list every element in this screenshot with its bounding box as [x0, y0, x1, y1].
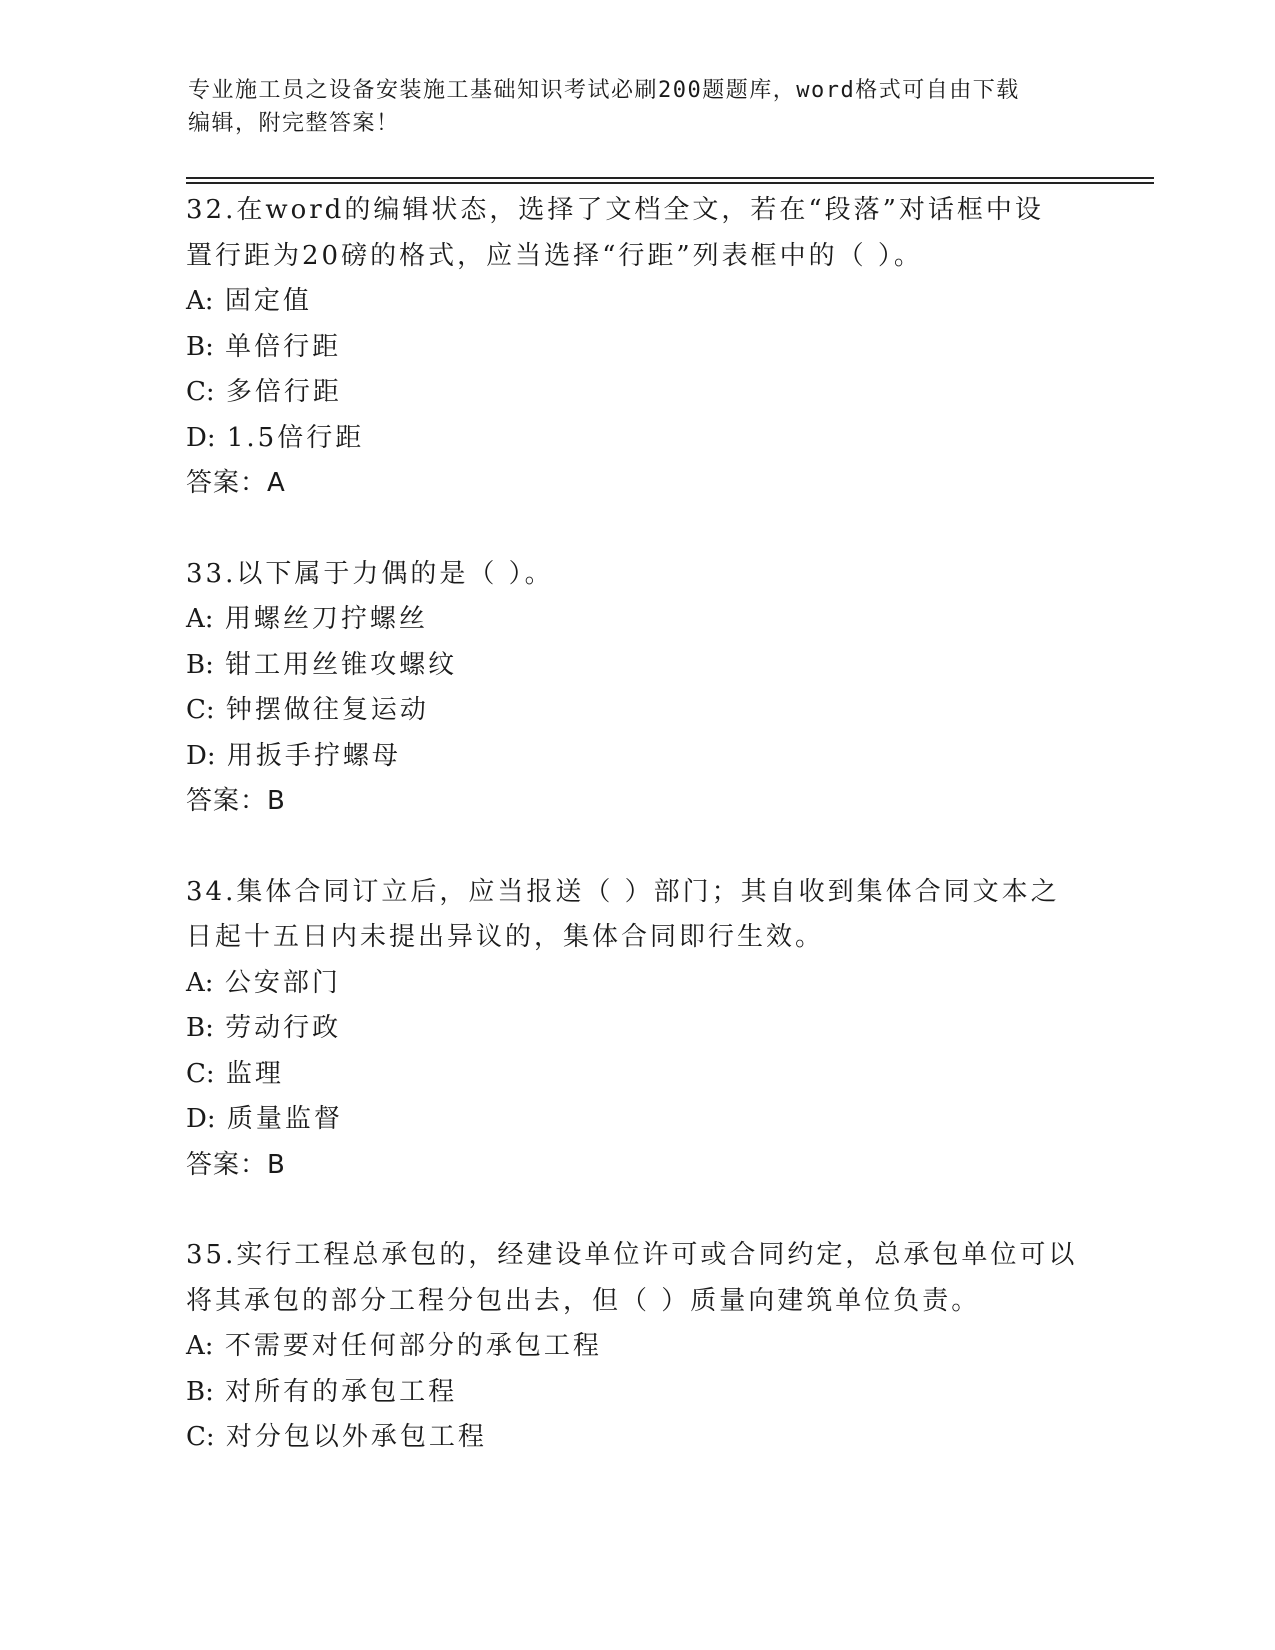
option-text: 质量监督 [226, 1104, 343, 1134]
option-label: B: [186, 1013, 214, 1043]
option-a [186, 279, 1086, 325]
option-d [186, 734, 1086, 780]
question-list [186, 188, 1086, 1506]
answer-line: 答案：A [186, 468, 286, 498]
option-label: C: [186, 1058, 215, 1089]
option-a [186, 597, 1086, 643]
option-text: 多倍行距 [225, 377, 342, 407]
question-32 [186, 188, 1086, 507]
option-b [186, 643, 1086, 689]
option-label: A: [186, 604, 214, 634]
option-a [186, 961, 1086, 1007]
option-label: D: [186, 1104, 216, 1134]
question-stem-line: 32.在word的编辑状态，选择了文档全文，若在“段落”对话框中设 [186, 195, 1044, 225]
header-line-2: 编辑，附完整答案！ [188, 111, 400, 136]
question-stem-line: 日起十五日内未提出异议的，集体合同即行生效。 [186, 922, 825, 952]
option-label: D: [186, 740, 216, 771]
option-text: 单倍行距 [225, 331, 342, 362]
option-d [186, 1097, 1086, 1143]
option-c [186, 370, 1086, 416]
option-label: B: [186, 1376, 214, 1407]
option-b [186, 325, 1086, 371]
option-a [186, 1324, 1086, 1370]
question-stem-line: 置行距为20磅的格式，应当选择“行距”列表框中的（ ）。 [186, 240, 923, 271]
option-text: 1.5倍行距 [226, 422, 365, 453]
option-b [186, 1006, 1086, 1052]
option-text: 公安部门 [224, 967, 341, 998]
option-text: 钟摆做往复运动 [225, 695, 429, 725]
option-label: C: [186, 377, 215, 407]
question-stem-line: 33.以下属于力偶的是（ ）。 [186, 558, 554, 589]
option-text: 用扳手拧螺母 [226, 740, 401, 771]
answer-line: 答案：B [186, 1149, 286, 1180]
option-label: B: [186, 649, 214, 680]
question-stem-line: 34.集体合同订立后，应当报送（ ）部门；其自收到集体合同文本之 [186, 876, 1060, 907]
option-c [186, 1415, 1086, 1461]
question-34 [186, 870, 1086, 1189]
option-text: 不需要对任何部分的承包工程 [224, 1331, 602, 1361]
option-label: C: [186, 1422, 215, 1452]
option-text: 对分包以外承包工程 [225, 1422, 487, 1452]
question-33 [186, 552, 1086, 825]
option-label: A: [186, 967, 214, 998]
option-text: 用螺丝刀拧螺丝 [224, 604, 428, 634]
option-c [186, 688, 1086, 734]
header-divider-bottom [186, 182, 1154, 184]
option-text: 钳工用丝锥攻螺纹 [225, 649, 458, 680]
question-stem-line: 35.实行工程总承包的，经建设单位许可或合同约定，总承包单位可以 [186, 1240, 1078, 1270]
option-label: A: [186, 1331, 214, 1361]
question-stem-line: 将其承包的部分工程分包出去，但（ ）质量向建筑单位负责。 [186, 1285, 981, 1316]
header-divider-top [186, 177, 1154, 179]
document-header [188, 74, 1088, 140]
option-d [186, 416, 1086, 462]
option-label: B: [186, 331, 214, 362]
option-b [186, 1370, 1086, 1416]
answer-line: 答案：B [186, 786, 286, 816]
option-text: 劳动行政 [225, 1013, 342, 1043]
option-label: A: [186, 286, 214, 316]
option-label: D: [186, 422, 216, 453]
option-c [186, 1052, 1086, 1098]
option-label: C: [186, 695, 215, 725]
option-text: 对所有的承包工程 [225, 1376, 458, 1407]
question-35 [186, 1233, 1086, 1461]
header-line-1: 专业施工员之设备安装施工基础知识考试必刷200题题库，word格式可自由下载 [188, 78, 1020, 103]
option-text: 监理 [225, 1058, 284, 1089]
option-text: 固定值 [224, 286, 312, 316]
